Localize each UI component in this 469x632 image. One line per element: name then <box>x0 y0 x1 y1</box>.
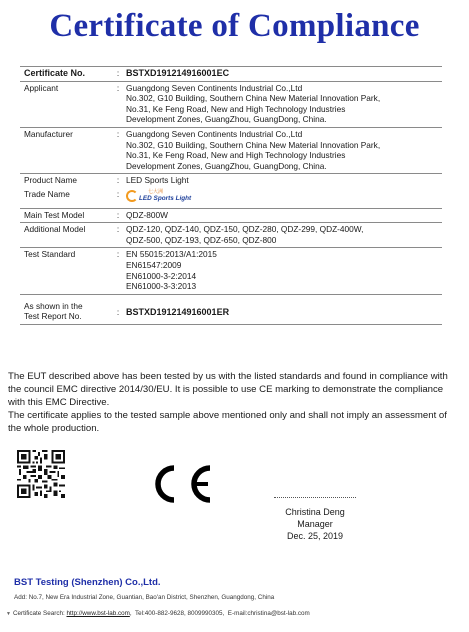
separator: : <box>115 127 121 173</box>
separator: : <box>115 294 121 324</box>
main-test-model-label: Main Test Model <box>20 208 115 223</box>
signature-date: Dec. 25, 2019 <box>286 531 344 541</box>
test-standard-line: EN61547:2009 <box>126 259 182 270</box>
product-name-label: Product Name <box>20 174 115 188</box>
test-standard-line: EN 55015:2013/A1:2015 <box>126 249 217 260</box>
row-applicant <box>20 81 442 127</box>
statement-paragraph: The certificate applies to the tested sample above mentioned only and shall not imply an assessment of the whole production. <box>8 410 447 434</box>
separator: : <box>116 188 120 199</box>
main-test-model-value: QDZ-800W <box>121 208 442 223</box>
applicant-value <box>121 81 442 127</box>
applicant-label: Applicant <box>20 81 115 127</box>
test-report-label-line: As shown in the <box>24 300 83 311</box>
signatory-name: Christina Deng <box>285 507 345 517</box>
signatory-title: Manager <box>297 519 333 529</box>
company-email: E-mail:christina@bst-lab.com <box>227 610 310 617</box>
applicant-line: Guangdong Seven Continents Industrial Co.,Ltd <box>126 82 303 93</box>
logo-swirl-icon <box>126 190 138 202</box>
manufacturer-label: Manufacturer <box>20 127 115 173</box>
trade-name-logo <box>126 189 190 203</box>
row-test-report <box>20 294 442 324</box>
certificate-search-label: Certificate Search: <box>12 610 65 617</box>
additional-model-value <box>121 223 442 248</box>
product-name-value: LED Sports Light <box>121 174 442 188</box>
testing-company-name: BST Testing (Shenzhen) Co.,Ltd. <box>14 577 161 588</box>
logo-english-text: LED Sports Light <box>139 194 192 202</box>
manufacturer-value <box>121 127 442 173</box>
separator: : <box>115 208 121 223</box>
ce-mark-icon <box>144 462 216 506</box>
test-report-label-line: Test Report No. <box>24 311 82 322</box>
row-trade-name <box>20 188 442 208</box>
row-main-test-model <box>20 208 442 223</box>
certificate-title: Certificate of Compliance <box>49 8 420 44</box>
applicant-line: No.31, Ke Feng Road, New and High Technology Industries <box>126 103 346 114</box>
separator: : <box>115 223 121 248</box>
row-manufacturer <box>20 127 442 173</box>
applicant-line: No.302, G10 Building, Southern China New Material Innovation Park, <box>126 93 381 104</box>
test-standard-line: EN61000-3-3:2013 <box>126 281 197 292</box>
additional-model-line: QDZ-120, QDZ-140, QDZ-150, QDZ-280, QDZ-299, QDZ-400W, <box>126 224 364 235</box>
manufacturer-line: Guangdong Seven Continents Industrial Co.,Ltd <box>126 128 303 139</box>
test-standard-label: Test Standard <box>20 248 115 294</box>
manufacturer-line: No.302, G10 Building, Southern China New Material Innovation Park, <box>126 139 381 150</box>
certificate-no-label: Certificate No. <box>20 67 115 82</box>
qr-code-icon[interactable] <box>17 450 65 498</box>
row-test-standard <box>20 248 442 294</box>
separator: : <box>115 81 121 127</box>
additional-model-line: QDZ-500, QDZ-193, QDZ-650, QDZ-800 <box>126 234 277 245</box>
company-website-link[interactable]: http://www.bst-lab.com <box>66 610 130 617</box>
row-certificate-no <box>20 67 442 82</box>
certificate-search-line: ▼ Certificate Search: http://www.bst-lab.com, Tel:400-882-9628, 8009990305, E-mail:christina@bst-lab.com <box>6 610 310 617</box>
manufacturer-line: No.31, Ke Feng Road, New and High Technology Industries <box>126 150 346 161</box>
compliance-statement <box>8 370 460 435</box>
trade-name-value <box>121 188 442 208</box>
certificate-details-table <box>20 66 442 325</box>
company-address: Add: No.7, New Era Industrial Zone, Guantian, Bao'an District, Shenzhen, Guangdong, China <box>14 594 275 601</box>
certificate-no-value: BSTXD191214916001EC <box>121 67 442 82</box>
triangle-icon: ▼ <box>6 611 11 617</box>
trade-name-label: Trade Name <box>24 188 70 199</box>
separator: : <box>115 67 121 82</box>
company-telephone: Tel:400-882-9628, 8009990305, <box>134 610 225 617</box>
manufacturer-line: Development Zones, GuangZhou, GuangDong, China. <box>126 160 327 171</box>
test-standard-value <box>121 248 442 294</box>
logo-chinese-text: 七大洲 <box>148 188 164 195</box>
row-product-name <box>20 174 442 188</box>
separator: : <box>115 174 121 188</box>
additional-model-label: Additional Model <box>20 223 115 248</box>
signature-line <box>274 497 356 498</box>
row-additional-model <box>20 223 442 248</box>
statement-paragraph: The EUT described above has been tested by us with the listed standards and found in compliance with the council EMC directive 2014/30/EU. It is possible to use CE marking to demonstrate the compliance with this EMC Directive. <box>8 371 448 408</box>
test-report-value: BSTXD191214916001ER <box>121 294 442 324</box>
applicant-line: Development Zones, GuangZhou, GuangDong, China. <box>126 114 327 125</box>
test-standard-line: EN61000-3-2:2014 <box>126 270 197 281</box>
test-report-label <box>20 294 115 324</box>
separator: : <box>115 248 121 294</box>
signature-block <box>270 497 360 542</box>
